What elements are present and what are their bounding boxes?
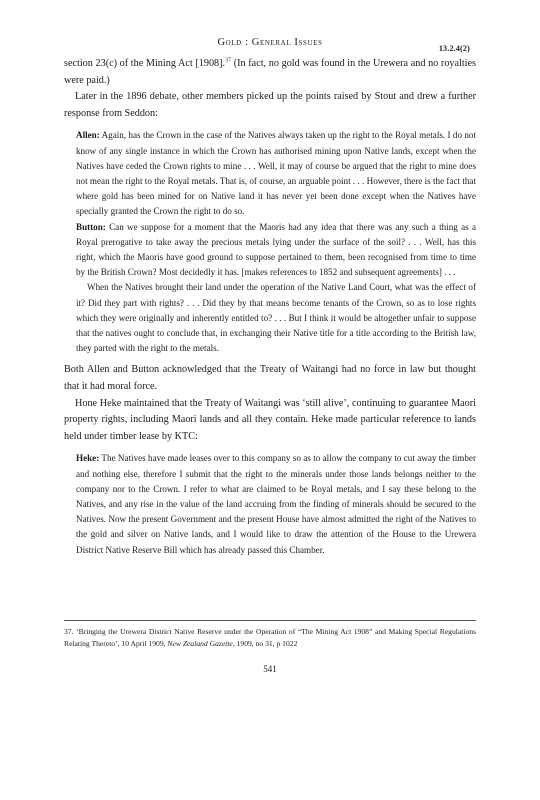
speaker-allen: Allen: <box>76 130 100 141</box>
quote-heke-text: The Natives have made leases over to this company so as to allow the company to cut away the timber and nothing else, therefore I submit that the right to the minerals under those lands belongs neither to the company nor to the Crown. I refer to what are claimed to be Royal metals, and I say these belong to the Natives, and any rise in the value of the land accruing from the finding of minerals should be secured to the Natives. Now the present Government and the present House have almost admitted the right of the Natives to the gold and silver on Native lands, and I would like to draw the attention of the House to the Urewera District Native Reserve Bill which has already passed this Chamber. <box>76 453 476 555</box>
footnote-text-end: , 1909, no 31, p 1022 <box>232 638 298 648</box>
footnote <box>64 626 476 649</box>
quote-heke <box>76 451 476 557</box>
ktc-abbreviation: KTC <box>174 430 195 442</box>
heke-intro-end: : <box>195 430 198 442</box>
body-text <box>64 56 476 564</box>
paragraph-debate: Later in the 1896 debate, other members picked up the points raised by Stout and drew a further response from Seddon: <box>64 91 476 119</box>
footnote-ref: 37 <box>225 57 232 64</box>
footnote-text-start: 37. ‘Bringing the Urewera District Native Reserve under the Operation of “The Mining Act 1908” and Making Special Regulations Relating Thereto’, 10 April 1909, <box>64 627 476 648</box>
quote-button-text: Can we suppose for a moment that the Maoris had any idea that there was any such a thing as a Royal prerogative to take away the precious metals lying under the surface of the soil? . . . Well, has this right, which the Maoris have good ground to suppose pertained to them, been recognised from time to time by the British Crown? Most decidedly it has. [makes references to 1852 and subsequent agreements] . . . <box>76 221 476 278</box>
intro-text: section 23(c) of the Mining Act [1908]. <box>64 58 226 69</box>
paragraph-heke <box>64 396 476 446</box>
quote-button-continued: When the Natives brought their land under the operation of the Native Land Court, what was the effect of it? Did they part with rights? . . . Did they by that means become tenants of the Crown, so as to lose rights which they were originally and inherently entitled to? . . . But I think it would be altogether unfair to suppose that the natives ought to conclude that, in exchanging their Native title for a title according to the British law, they parted with the right to the metals. <box>76 282 476 354</box>
intro-paragraph <box>64 56 476 89</box>
quote-allen-text: Again, has the Crown in the case of the Natives always taken up the right to the Royal metals. I do not know of any single instance in which the Crown has authorised mining upon Native lands, except when the Natives have ceded the Crown rights to mine . . . Well, it may of course be argued that the right to mine does not mean the right to the Royal metals. That is, of course, an arguable point . . . However, there is the fact that where gold has been mined for on Native land it has never yet been done except when the Natives have specially granted the Crown the right to do so. <box>76 130 476 217</box>
running-title: Gold : General Issues <box>217 37 323 48</box>
block-quote-heke <box>76 451 476 557</box>
quote-button <box>76 220 476 281</box>
footnote-divider <box>64 620 476 621</box>
page-number: 541 <box>263 664 277 674</box>
block-quote-allen-button <box>76 128 476 356</box>
quote-allen <box>76 128 476 219</box>
heke-intro-text: Hone Heke maintained that the Treaty of Waitangi was ‘still alive’, continuing to guarantee Maori property rights, including Maori lands and all they contain. Heke made particular reference to lands held under timber lease by <box>64 397 476 442</box>
intro-text-rest: (In fact, no gold was found in the Urewera and no royalties were paid.) <box>64 58 477 86</box>
speaker-heke: Heke: <box>76 453 100 464</box>
speaker-button: Button: <box>76 221 106 232</box>
section-number: 13.2.4(2) <box>438 44 470 53</box>
footnote-publication: New Zealand Gazette <box>167 638 233 648</box>
paragraph-allen-button: Both Allen and Button acknowledged that the Treaty of Waitangi had no force in law but thought that it had moral force. <box>64 364 476 393</box>
